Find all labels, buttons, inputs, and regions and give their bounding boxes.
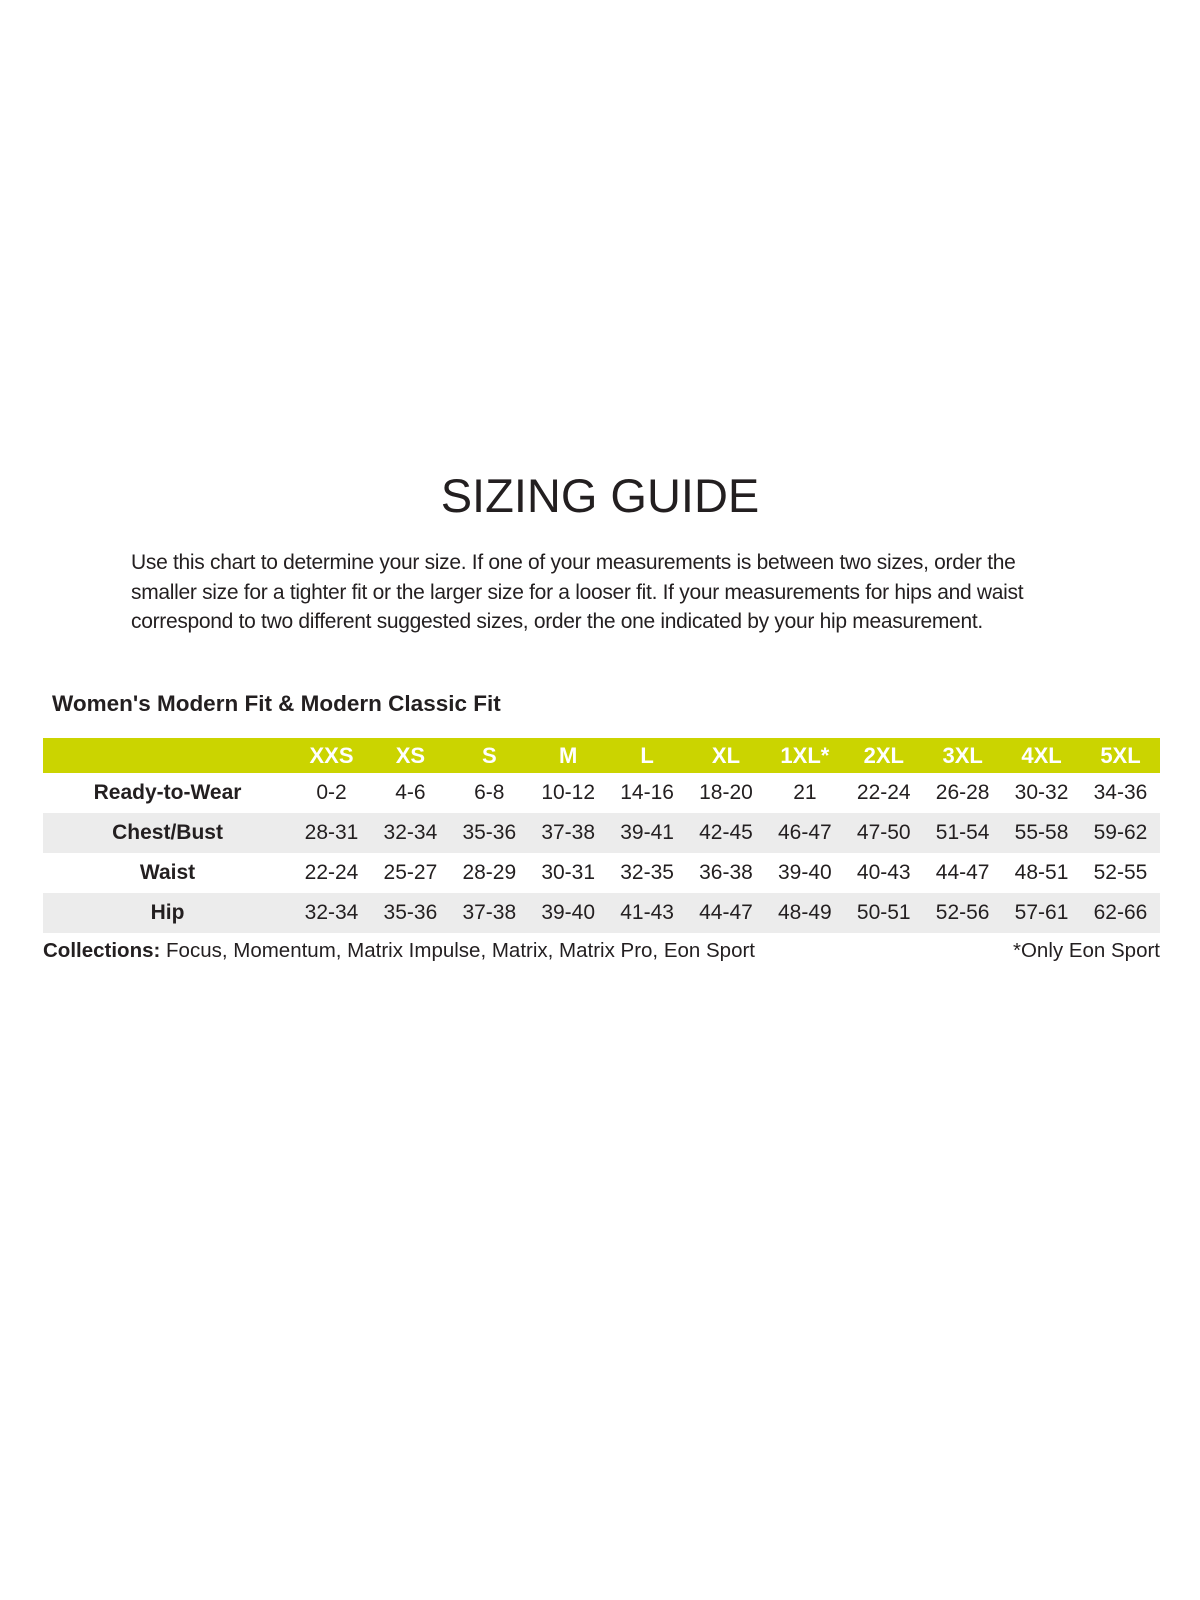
size-column-header: 2XL	[844, 738, 923, 773]
size-cell: 22-24	[856, 781, 911, 804]
row-label: Waist	[139, 861, 196, 884]
corner-cell	[43, 738, 292, 773]
collections-line	[43, 939, 755, 963]
size-cell: 28-29	[462, 861, 517, 884]
size-column-header: M	[529, 738, 608, 773]
table-row	[43, 773, 1160, 813]
size-cell: 4-6	[395, 781, 426, 804]
section-heading-womens-modern-fit: Women's Modern Fit & Modern Classic Fit	[52, 691, 501, 716]
size-cell: 39-40	[778, 861, 832, 884]
size-cell: 32-34	[383, 821, 438, 844]
size-cell: 18-20	[699, 781, 753, 804]
size-table-header-row	[43, 738, 1160, 773]
size-cell: 6-8	[474, 781, 505, 804]
table-row	[43, 853, 1160, 893]
size-column-header: 4XL	[1002, 738, 1081, 773]
size-column-header: XS	[371, 738, 450, 773]
size-column-header: 5XL	[1081, 738, 1160, 773]
size-cell: 39-40	[541, 901, 596, 924]
size-cell: 0-2	[316, 781, 347, 804]
size-cell: 35-36	[462, 821, 517, 844]
size-column-header: XL	[687, 738, 766, 773]
row-label: Hip	[150, 901, 185, 924]
size-cell: 47-50	[856, 821, 911, 844]
size-cell: 32-35	[620, 861, 674, 884]
size-cell: 35-36	[383, 901, 438, 924]
size-cell: 42-45	[699, 821, 753, 844]
size-cell: 41-43	[620, 901, 674, 924]
size-cell: 22-24	[304, 861, 359, 884]
table-row	[43, 893, 1160, 933]
size-cell: 50-51	[856, 901, 911, 924]
size-cell: 48-49	[778, 901, 832, 924]
size-column-header: XXS	[292, 738, 371, 773]
size-cell: 55-58	[1014, 821, 1069, 844]
size-cell: 21	[793, 781, 817, 804]
collections-footnote	[43, 939, 1160, 963]
size-table-head	[43, 738, 1160, 773]
collections-label: Collections:	[43, 939, 161, 962]
size-cell: 26-28	[935, 781, 990, 804]
size-cell: 37-38	[541, 821, 596, 844]
size-table-container	[43, 738, 1160, 933]
size-column-header: 1XL*	[765, 738, 844, 773]
size-column-header: S	[450, 738, 529, 773]
size-column-header: L	[608, 738, 687, 773]
size-cell: 62-66	[1093, 901, 1148, 924]
size-cell: 52-55	[1093, 861, 1148, 884]
collections-list: Focus, Momentum, Matrix Impulse, Matrix, Matrix Pro, Eon Sport	[166, 939, 755, 962]
size-cell: 44-47	[699, 901, 753, 924]
size-cell: 37-38	[462, 901, 517, 924]
size-cell: 57-61	[1014, 901, 1069, 924]
size-cell: 14-16	[620, 781, 674, 804]
size-cell: 25-27	[383, 861, 438, 884]
size-table	[43, 738, 1160, 933]
size-cell: 32-34	[304, 901, 359, 924]
size-cell: 34-36	[1093, 781, 1148, 804]
row-label: Chest/Bust	[112, 821, 223, 844]
size-cell: 48-51	[1014, 861, 1069, 884]
intro-paragraph: Use this chart to determine your size. If one of your measurements is between two sizes, order the smaller size for a tighter fit or the larger size for a looser fit. If your measurements for hips and waist correspond to two different suggested sizes, order the one indicated by your hip measurement.	[131, 551, 1024, 633]
size-cell: 46-47	[778, 821, 832, 844]
size-cell: 39-41	[620, 821, 674, 844]
size-column-header: 3XL	[923, 738, 1002, 773]
size-cell: 52-56	[935, 901, 990, 924]
size-cell: 28-31	[304, 821, 359, 844]
size-cell: 51-54	[935, 821, 990, 844]
table-row	[43, 813, 1160, 853]
size-cell: 36-38	[699, 861, 753, 884]
row-label: Ready-to-Wear	[93, 781, 242, 804]
size-cell: 40-43	[856, 861, 911, 884]
size-cell: 30-32	[1014, 781, 1069, 804]
asterisk-note: *Only Eon Sport	[1013, 939, 1160, 962]
size-table-body	[43, 773, 1160, 933]
page-title: SIZING GUIDE	[440, 469, 760, 522]
size-cell: 59-62	[1093, 821, 1148, 844]
size-cell: 10-12	[541, 781, 596, 804]
size-cell: 44-47	[935, 861, 990, 884]
size-cell: 30-31	[541, 861, 596, 884]
